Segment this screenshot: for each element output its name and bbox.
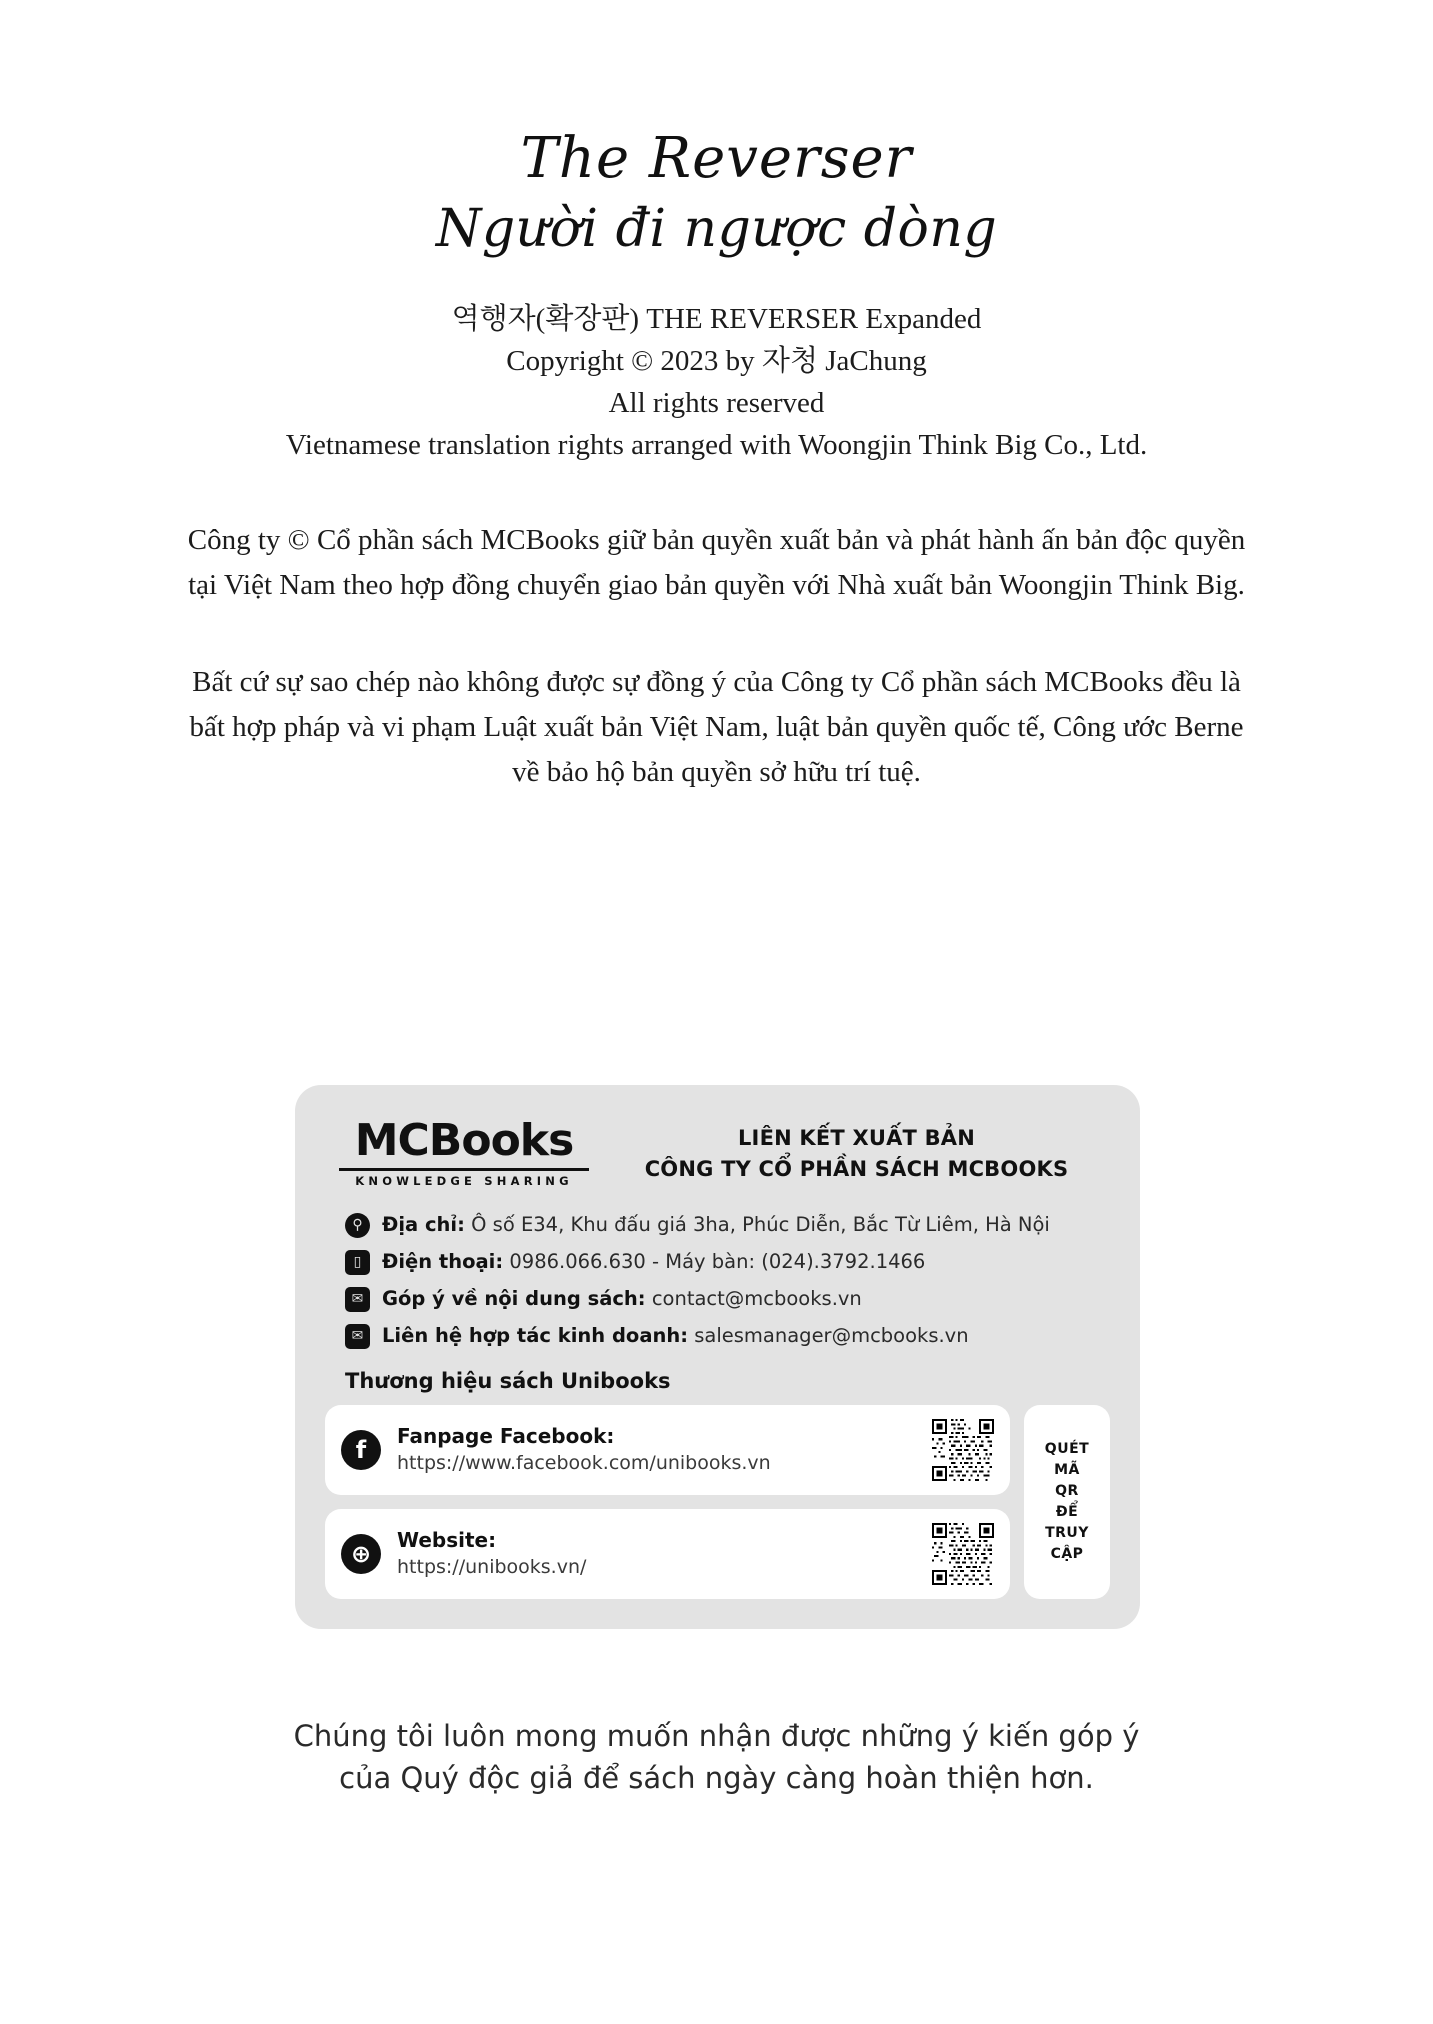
copyright-block	[0, 298, 1433, 466]
copyright-line-2: Copyright © 2023 by 자청 JaChung	[506, 344, 927, 377]
publisher-heading-line-2: CÔNG TY CỔ PHẦN SÁCH MCBOOKS	[644, 1156, 1069, 1181]
title-block	[0, 0, 1433, 262]
link-url-facebook[interactable]: https://www.facebook.com/unibooks.vn	[397, 1452, 771, 1475]
link-column	[325, 1405, 1010, 1599]
book-title-vietnamese: Người đi ngược dòng	[435, 198, 998, 259]
link-section	[325, 1405, 1110, 1599]
contact-row-feedback-email	[345, 1286, 1110, 1312]
brand-title: Thương hiệu sách Unibooks	[345, 1369, 671, 1393]
mail-icon: ✉	[345, 1287, 370, 1312]
scan-qr-callout	[1024, 1405, 1110, 1599]
contact-row-business-email	[345, 1323, 1110, 1349]
mail-icon: ✉	[345, 1324, 370, 1349]
scan-line-2: MÃ	[1054, 1462, 1080, 1479]
link-text-website	[397, 1527, 916, 1581]
qr-code-website[interactable]	[932, 1523, 994, 1585]
scan-line-3: QR	[1055, 1483, 1079, 1500]
contact-row-phone	[345, 1249, 1110, 1275]
mcbooks-logo-tagline: KNOWLEDGE SHARING	[339, 1168, 589, 1188]
mcbooks-logo-wordmark: MCBooks	[354, 1115, 574, 1166]
contact-list	[325, 1212, 1110, 1349]
contact-label-business-email: Liên hệ hợp tác kinh doanh:	[382, 1324, 689, 1347]
link-item-website[interactable]	[325, 1509, 1010, 1599]
link-item-facebook[interactable]	[325, 1405, 1010, 1495]
publisher-card	[295, 1085, 1140, 1629]
contact-row-address	[345, 1212, 1110, 1238]
facebook-icon: f	[341, 1430, 381, 1470]
contact-text-address	[382, 1212, 1050, 1237]
contact-text-phone	[382, 1249, 925, 1274]
copyright-line-4: Vietnamese translation rights arranged with Woongjin Think Big Co., Ltd.	[285, 428, 1148, 461]
link-title-website: Website:	[397, 1528, 497, 1553]
contact-value-feedback-email: contact@mcbooks.vn	[651, 1287, 862, 1310]
contact-label-phone: Điện thoại:	[382, 1250, 504, 1273]
scan-line-4: ĐỂ	[1055, 1504, 1079, 1520]
phone-icon: ▯	[345, 1250, 370, 1275]
contact-value-business-email: salesmanager@mcbooks.vn	[694, 1324, 969, 1347]
contact-text-business-email	[382, 1323, 969, 1348]
footer-note	[0, 1715, 1433, 1799]
scan-line-5: TRUY	[1045, 1524, 1089, 1541]
publisher-heading-line-1: LIÊN KẾT XUẤT BẢN	[737, 1126, 976, 1151]
footer-note-line-2: của Quý độc giả để sách ngày càng hoàn thiện hơn.	[339, 1761, 1094, 1796]
copyright-line-1: 역행자(확장판) THE REVERSER Expanded	[451, 302, 982, 335]
contact-label-address: Địa chỉ:	[382, 1213, 465, 1236]
footer-note-line-1: Chúng tôi luôn mong muốn nhận được những ý kiến góp ý	[293, 1719, 1140, 1753]
link-title-facebook: Fanpage Facebook:	[397, 1424, 615, 1449]
publisher-heading	[607, 1123, 1106, 1184]
scan-line-1: QUÉT	[1044, 1441, 1090, 1458]
location-pin-icon: ⚲	[345, 1213, 370, 1238]
copyright-line-3: All rights reserved	[608, 386, 825, 419]
scan-line-6: CẬP	[1050, 1545, 1084, 1562]
link-url-website[interactable]: https://unibooks.vn/	[397, 1556, 587, 1579]
link-text-facebook	[397, 1423, 916, 1477]
contact-text-feedback-email	[382, 1286, 862, 1311]
globe-icon: ⊕	[341, 1534, 381, 1574]
contact-label-feedback-email: Góp ý về nội dung sách:	[382, 1287, 646, 1310]
rights-paragraph-1: Công ty © Cổ phần sách MCBooks giữ bản quyền xuất bản và phát hành ấn bản độc quyền tại Việt Nam theo hợp đồng chuyển giao bản quyền với Nhà xuất bản Woongjin Think Big.	[187, 523, 1246, 601]
rights-paragraph-2: Bất cứ sự sao chép nào không được sự đồng ý của Công ty Cổ phần sách MCBooks đều là bất hợp pháp và vi phạm Luật xuất bản Việt Nam, luật bản quyền quốc tế, Công ước Berne về bảo hộ bản quyền sở hữu trí tuệ.	[189, 665, 1244, 788]
publisher-card-header	[325, 1111, 1110, 1194]
contact-value-phone: 0986.066.630 - Máy bàn: (024).3792.1466	[509, 1250, 926, 1273]
mcbooks-logo	[339, 1115, 589, 1188]
book-title-english: The Reverser	[520, 126, 913, 191]
contact-value-address: Ô số E34, Khu đấu giá 3ha, Phúc Diễn, Bắc Từ Liêm, Hà Nội	[471, 1213, 1050, 1236]
qr-code-facebook[interactable]	[932, 1419, 994, 1481]
